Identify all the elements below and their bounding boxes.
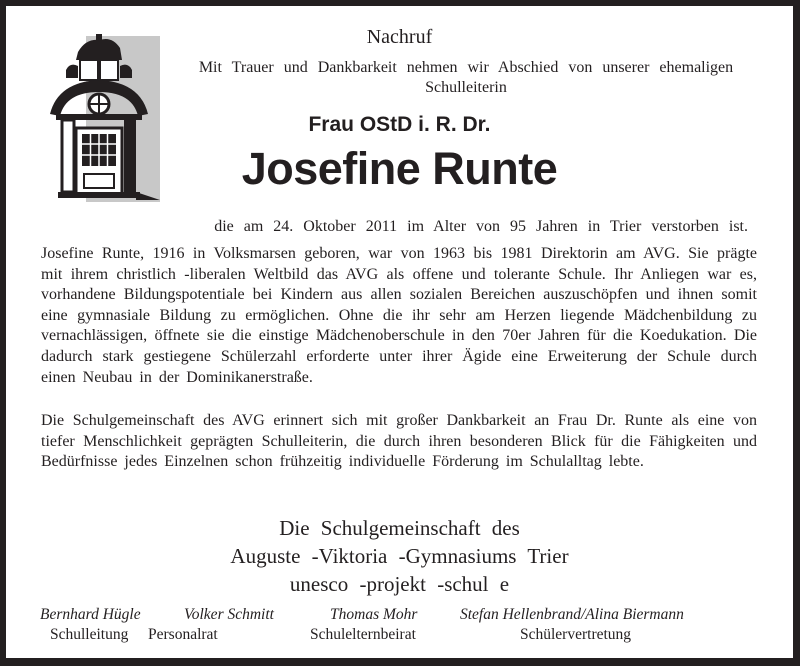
obituary-notice [6, 6, 793, 658]
signatory-name: Stefan Hellenbrand/Alina Biermann [460, 606, 684, 623]
signatory-role: Schulleitung [50, 626, 129, 643]
closing-line-unesco: unesco -projekt -schul e [289, 572, 510, 596]
death-notice: die am 24. Oktober 2011 im Alter von 95 Jahren in Trier verstorben ist. [214, 218, 748, 235]
signatory-role: Personalrat [148, 626, 218, 643]
intro-text: Mit Trauer und Dankbarkeit nehmen wir Abschied von unserer ehemaligen Schulleiterin [198, 59, 734, 96]
closing-line-community: Die Schulgemeinschaft des [279, 516, 520, 540]
signatory-roles [40, 626, 760, 646]
signatory-name: Volker Schmitt [184, 606, 274, 623]
closing-line-school-name: Auguste -Viktoria -Gymnasiums Trier [230, 544, 569, 568]
deceased-name: Josefine Runte [241, 143, 558, 194]
closing-block [6, 514, 793, 598]
signatory-role: Schulelternbeirat [310, 626, 416, 643]
biography-paragraph: Josefine Runte, 1916 in Volksmarsen geboren, war von 1963 bis 1981 Direktorin am AVG. Sie prägte mit ihrem christlich -liberalen Weltbild das AVG als offene und tolerante Schule. Ihr Anliegen war es, vorhandene Bildungspotentiale bei Kindern aus allen sozialen Bereichen auszuschöpfen und ihnen somit eine gymnasiale Bildung zu ermöglichen. Ohne die ihr sehr am Herzen liegende Mädchenbildung zu vernachlässigen, öffnete sie die einstige Mädchenoberschule in den 70er Jahren für die Koedukation. Die dadurch stark gestiegene Schülerzahl erforderte unter ihrer Ägide eine Erweiterung der Schule durch einen Neubau in der Dominikanerstraße. [41, 245, 757, 386]
signatory-names [40, 606, 760, 626]
tribute-paragraph: Die Schulgemeinschaft des AVG erinnert sich mit großer Dankbarkeit an Frau Dr. Runte als eine von tiefer Menschlichkeit geprägten Schulleiterin, die durch ihren besonderen Blick für die Fähigkeiten und Bedürfnisse jedes Einzelnen schon frühzeitig individuelle Förderung im Schulalltag lebte. [41, 412, 757, 471]
signatory-name: Thomas Mohr [330, 606, 418, 623]
honorific-title: Frau OStD i. R. Dr. [308, 113, 491, 136]
notice-title: Nachruf [366, 26, 433, 48]
signatory-role: Schülervertretung [520, 626, 632, 643]
signatory-name: Bernhard Hügle [40, 606, 141, 623]
